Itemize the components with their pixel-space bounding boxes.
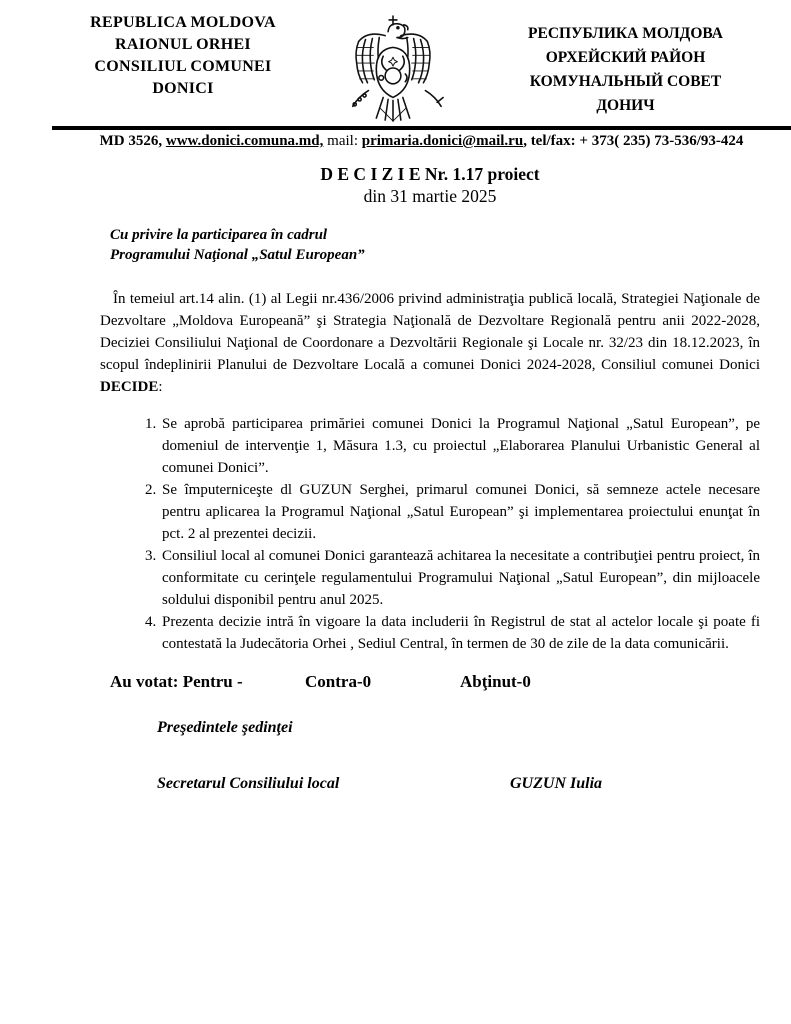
org-right-line-2: ОРХЕЙСКИЙ РАЙОН (545, 49, 706, 66)
subject-line-1: Cu privire la participarea în cadrul (110, 227, 328, 243)
secretary-title: Secretarul Consiliului local (157, 775, 340, 792)
secretary-name: GUZUN Iulia (510, 775, 603, 792)
subject-line-2: Programului Naţional „Satul European” (110, 247, 365, 263)
decision-title: D E C I Z I E Nr. 1.17 proiect (320, 164, 540, 184)
mail-label: mail: (323, 133, 362, 149)
vote-for: Au votat: Pentru - (110, 672, 243, 691)
decision-item-4: 4. Prezenta decizie intră în vigoare la data includerii în Registrul de stat al actelor locale şi poate fi contestată la Judecătoria Orhei , Sediul Central, în termen de 30 de zile de la data comunicării. (160, 611, 760, 655)
org-name-romanian (58, 12, 308, 100)
moldova-coat-of-arms-icon (339, 14, 447, 124)
vote-result-line (110, 672, 760, 692)
org-left-line-4: DONICI (152, 80, 214, 97)
secretary-signature-line (157, 775, 760, 793)
website-link: www.donici.comuna.md, (165, 133, 324, 149)
org-left-line-1: REPUBLICA MOLDOVA (90, 14, 276, 31)
email-link: primaria.donici@mail.ru (361, 133, 524, 149)
preamble-text: În temeiul art.14 alin. (1) al Legii nr.436/2006 privind administraţia publică locală, Strategiei Naţionale de Dezvoltare „Moldova Europeană” şi Strategia Naţională de Dezvoltare Regională pentru anii 2022-2028, Deciziei Consiliului Naţional de Coordonare a Dezvoltării Regionale şi Locale nr. 32/23 din 18.12.2023, în scopul îndeplinirii Planului de Dezvoltare Locală a comunei Donici 2024-2028, Consiliul comunei Donici (100, 291, 760, 373)
letterhead (0, 0, 791, 122)
vote-abstained: Abţinut-0 (460, 672, 531, 691)
org-right-line-1: РЕСПУБЛИКА МОЛДОВА (528, 25, 723, 42)
preamble-colon: : (158, 379, 163, 395)
preamble-paragraph (100, 288, 760, 398)
org-name-russian (478, 12, 773, 118)
title-block (100, 164, 760, 208)
tel-fax: , tel/fax: + 373( 235) 73-536/93-424 (523, 133, 744, 149)
decision-item-3: 3. Consiliul local al comunei Donici garantează achitarea la necesitate a contribuţiei pentru proiect, în conformitate cu cerinţele regulamentului Programului Naţional „Satul European”, din mijloacele soldului disponibil pentru anul 2025. (160, 545, 760, 611)
vote-against: Contra-0 (305, 672, 372, 691)
emblem-container (308, 12, 478, 124)
decision-date: din 31 martie 2025 (363, 186, 497, 206)
decision-item-1: 1. Se aprobă participarea primăriei comunei Donici la Programul Naţional „Satul European”, pe domeniul de intervenţie 1, Măsura 1.3, cu proiectul „Elaborarea Planului Urbanistic General al comunei Donici”. (160, 413, 760, 479)
subject-block (110, 225, 760, 265)
org-right-line-3: КОМУНАЛЬНЫЙ СОВЕТ (529, 73, 722, 90)
president-signature-line: Preşedintele şedinţei (157, 719, 293, 736)
decide-word: DECIDE (100, 379, 159, 395)
org-left-line-2: RAIONUL ORHEI (115, 36, 251, 53)
decision-item-2: 2. Se împuterniceşte dl GUZUN Serghei, primarul comunei Donici, să semneze actele necesare pentru aplicarea la Programul Naţional „Satul European” şi implementarea proiectului enunţat în pct. 2 al prezentei decizii. (160, 479, 760, 545)
decision-items-list (100, 413, 760, 655)
postal-code: MD 3526, (99, 133, 166, 149)
org-left-line-3: CONSILIUL COMUNEI (94, 58, 272, 75)
contact-line (52, 130, 791, 150)
org-right-line-4: ДОНИЧ (596, 97, 655, 114)
